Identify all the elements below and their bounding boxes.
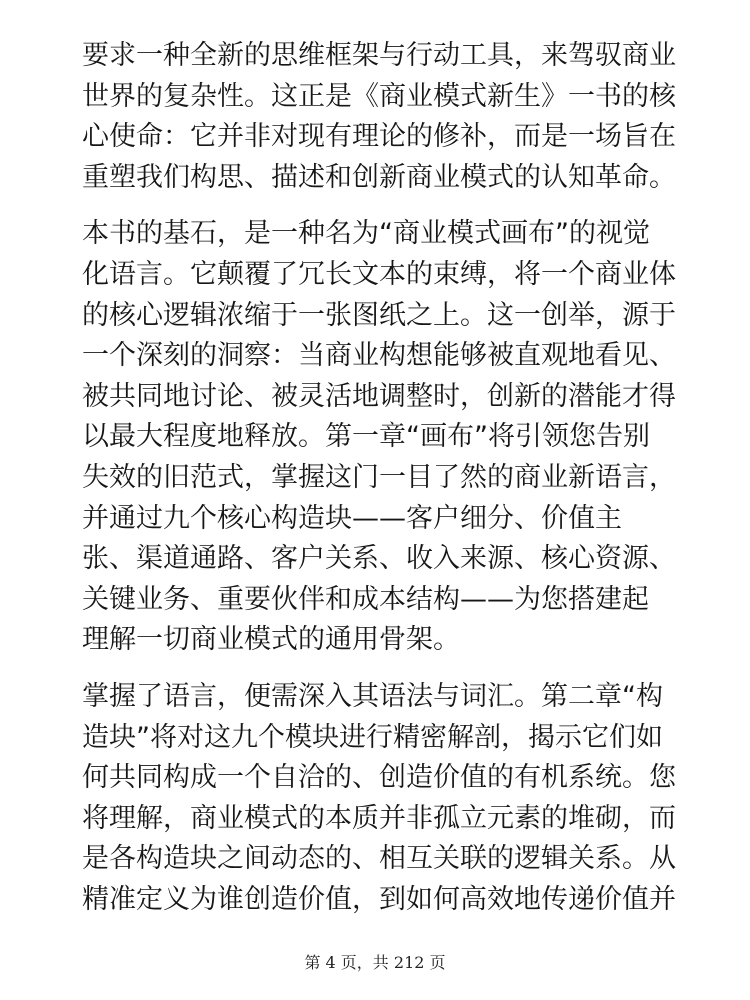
text-line: 被共同地讨论、被灵活地调整时，创新的潜能才得	[82, 380, 676, 412]
text-line: 关键业务、重要伙伴和成本结构——为您搭建起	[82, 583, 649, 615]
text-line: 世界的复杂性。这正是《商业模式新生》一书的核	[82, 80, 676, 112]
text-line: 造块”将对这九个模块进行精密解剖，揭示它们如	[82, 721, 663, 753]
text-line: 何共同构成一个自洽的、创造价值的有机系统。您	[82, 762, 676, 794]
text-line: 心使命：它并非对现有理论的修补，而是一场旨在	[82, 121, 676, 153]
text-line: 要求一种全新的思维框架与行动工具，来驾驭商业	[82, 40, 676, 71]
paragraph	[82, 214, 676, 661]
text-line: 理解一切商业模式的通用骨架。	[82, 624, 460, 656]
text-line: 掌握了语言，便需深入其语法与词汇。第二章“构	[82, 680, 663, 712]
body-text	[82, 36, 676, 920]
text-line: 张、渠道通路、客户关系、收入来源、核心资源、	[82, 543, 676, 575]
text-line: 精准定义为谁创造价值，到如何高效地传递价值并	[82, 883, 676, 915]
text-line: 将理解，商业模式的本质并非孤立元素的堆砌，而	[82, 802, 676, 834]
text-line: 以最大程度地释放。第一章“画布”将引领您告别	[82, 421, 650, 453]
text-line: 是各构造块之间动态的、相互关联的逻辑关系。从	[82, 843, 676, 875]
text-line: 一个深刻的洞察：当商业构想能够被直观地看见、	[82, 340, 676, 372]
paragraph	[82, 36, 676, 198]
text-line: 并通过九个核心构造块——客户细分、价值主	[82, 502, 622, 534]
text-line: 本书的基石，是一种名为“商业模式画布”的视觉	[82, 218, 650, 250]
text-line: 的核心逻辑浓缩于一张图纸之上。这一创举，源于	[82, 299, 676, 331]
text-line: 重塑我们构思、描述和创新商业模式的认知革命。	[82, 161, 676, 193]
text-line: 失效的旧范式，掌握这门一目了然的商业新语言，	[82, 461, 676, 493]
page-number: 第 4 页，共 212 页	[304, 953, 446, 972]
text-line: 化语言。它颠覆了冗长文本的束缚，将一个商业体	[82, 258, 676, 290]
paragraph	[82, 677, 676, 921]
